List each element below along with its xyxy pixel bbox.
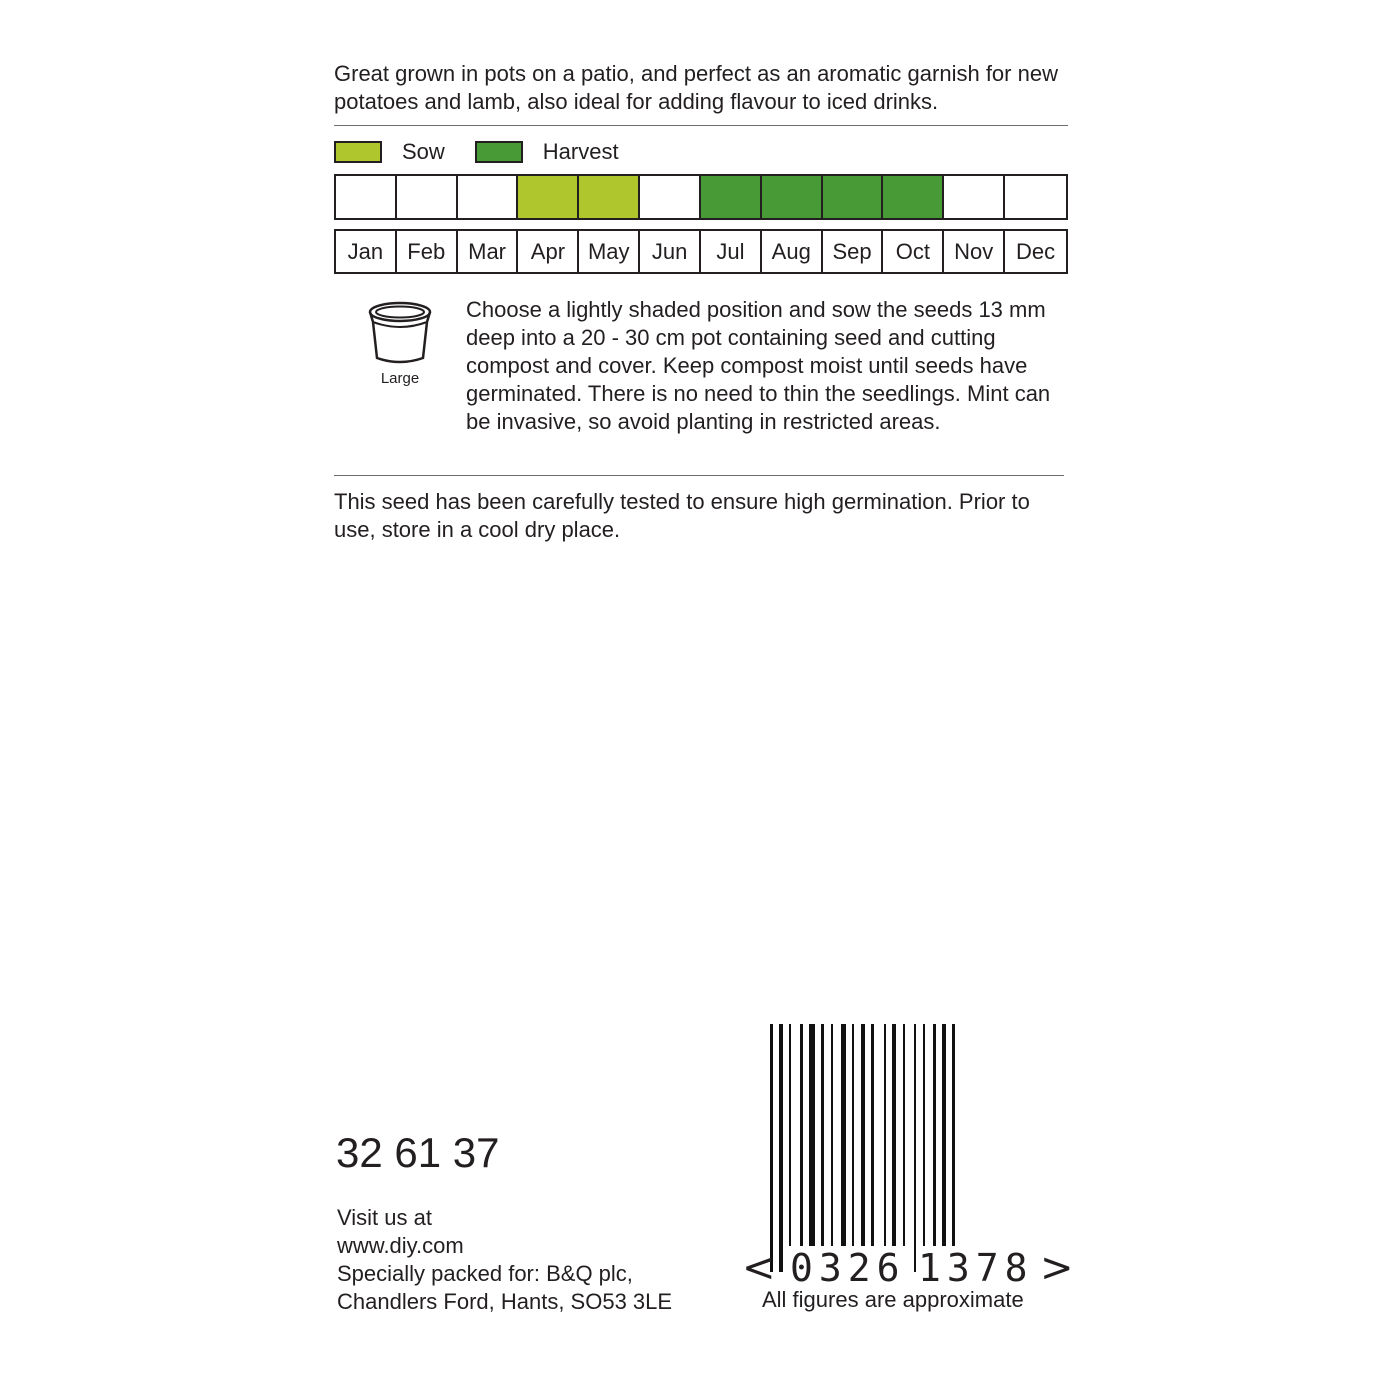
calendar-cell-jul <box>701 176 762 218</box>
barcode-bars <box>740 1020 1070 1280</box>
barcode-bar <box>892 1024 896 1272</box>
month-label: Sep <box>823 231 884 272</box>
month-label: Aug <box>762 231 823 272</box>
barcode-bar <box>903 1024 905 1272</box>
calendar-cell-jan <box>336 176 397 218</box>
barcode-bar <box>800 1024 803 1272</box>
barcode-bar <box>841 1024 846 1272</box>
calendar-cell-apr <box>518 176 579 218</box>
legend-sow <box>334 139 445 165</box>
barcode <box>740 1020 1074 1320</box>
calendar-legend <box>334 138 649 166</box>
contact-packed-for: Specially packed for: B&Q plc, <box>337 1261 633 1286</box>
barcode-bar <box>852 1024 854 1272</box>
calendar-cell-feb <box>397 176 458 218</box>
calendar-cell-nov <box>944 176 1005 218</box>
storage-text: This seed has been carefully tested to ensure high germination. Prior to use, store in a cool dry place. <box>334 489 1030 542</box>
intro-text: Great grown in pots on a patio, and perfect as an aromatic garnish for new potatoes and lamb, also ideal for adding flavour to iced drinks. <box>334 61 1058 114</box>
contact-website: www.diy.com <box>337 1233 464 1258</box>
calendar-cell-mar <box>458 176 519 218</box>
month-labels <box>334 229 1068 274</box>
calendar-cell-sep <box>823 176 884 218</box>
calendar-cell-dec <box>1005 176 1066 218</box>
barcode-digits-left: 0326 <box>790 1246 906 1290</box>
month-label: Dec <box>1016 238 1056 264</box>
barcode-bar <box>871 1024 874 1272</box>
month-label: Mar <box>458 231 519 272</box>
barcode-bar <box>942 1024 946 1272</box>
barcode-note: All figures are approximate <box>762 1287 1024 1312</box>
contact-line-visit: Visit us at <box>337 1205 432 1230</box>
barcode-bar <box>914 1024 916 1272</box>
month-label: Oct <box>883 231 944 272</box>
barcode-bar <box>779 1024 783 1272</box>
sow-swatch <box>334 141 382 163</box>
pot-size-label: Large <box>380 370 420 387</box>
calendar-cell-may <box>579 176 640 218</box>
contact-address: Chandlers Ford, Hants, SO53 3LE <box>337 1289 673 1314</box>
barcode-bar <box>861 1024 865 1272</box>
month-label: Jan <box>336 231 397 272</box>
barcode-bar <box>770 1024 773 1272</box>
sowing-instructions: Choose a lightly shaded position and sow the seeds 13 mm deep into a 20 - 30 cm pot containing seed and cutting compost and cover. Keep compost moist until seeds have germinated. There is no need to thin the seedlings. Mint can be invasive, so avoid planting in restricted areas. <box>466 297 1051 434</box>
barcode-bar <box>884 1024 886 1272</box>
legend-harvest <box>475 139 619 165</box>
sowing-calendar <box>334 174 1068 220</box>
harvest-swatch <box>475 141 523 163</box>
barcode-bar <box>821 1024 824 1272</box>
barcode-right-marker: > <box>1040 1245 1074 1291</box>
calendar-cell-jun <box>640 176 701 218</box>
calendar-cell-oct <box>883 176 944 218</box>
month-label: Feb <box>397 231 458 272</box>
calendar-cell-aug <box>762 176 823 218</box>
barcode-digits-right: 1378 <box>918 1246 1034 1290</box>
top-divider <box>334 125 1068 126</box>
middle-divider <box>334 475 1064 476</box>
product-code: 32 61 37 <box>336 1129 500 1176</box>
pot-icon <box>367 300 433 366</box>
barcode-bar <box>933 1024 936 1272</box>
barcode-bar <box>831 1024 833 1272</box>
month-label: Jul <box>701 231 762 272</box>
barcode-bar <box>809 1024 815 1272</box>
contact-info <box>337 1204 737 1316</box>
month-label: Nov <box>944 231 1005 272</box>
month-label: May <box>579 231 640 272</box>
pot-size <box>364 300 436 387</box>
barcode-left-marker: < <box>742 1245 776 1291</box>
sow-label: Sow <box>402 139 445 164</box>
barcode-bar <box>952 1024 955 1272</box>
month-label: Jun <box>640 231 701 272</box>
barcode-bar <box>789 1024 791 1272</box>
barcode-bar <box>923 1024 925 1272</box>
month-label: Apr <box>518 231 579 272</box>
harvest-label: Harvest <box>542 139 619 164</box>
